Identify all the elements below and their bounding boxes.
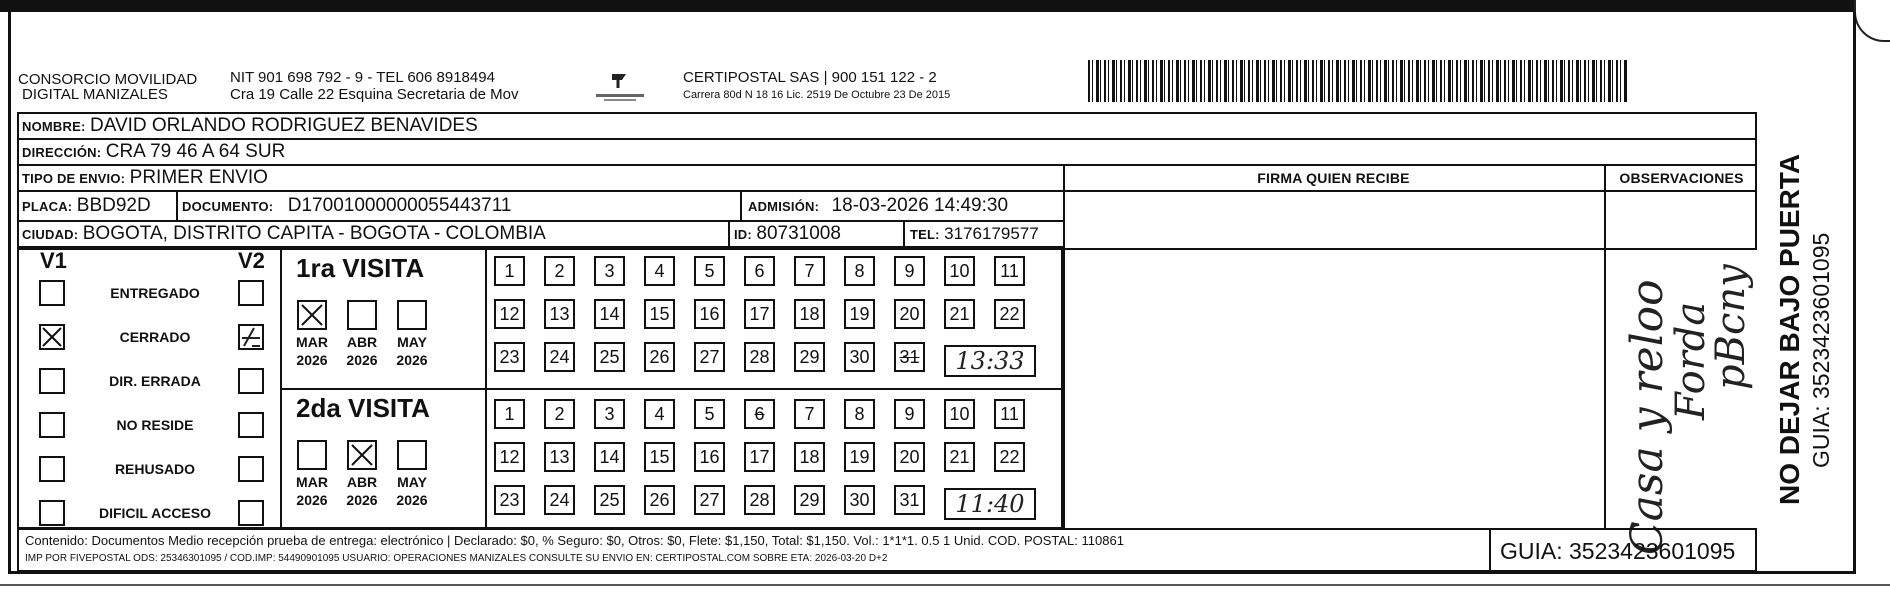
visit1-day-8[interactable]: 8	[844, 256, 875, 286]
visit2-day-8[interactable]: 8	[844, 399, 875, 429]
visit1-day-12[interactable]: 12	[494, 299, 525, 329]
visit1-day-16[interactable]: 16	[694, 299, 725, 329]
visit1-day-24[interactable]: 24	[544, 342, 575, 372]
visit1-day-23[interactable]: 23	[494, 342, 525, 372]
visit1-day-17[interactable]: 17	[744, 299, 775, 329]
visit2-day-22[interactable]: 22	[994, 442, 1025, 472]
visit1-month-box-2[interactable]	[397, 300, 427, 330]
visit2-day-1[interactable]: 1	[494, 399, 525, 429]
v2-checkbox-5[interactable]	[238, 500, 264, 526]
barcode	[1088, 60, 1628, 102]
visit2-month-label-2: MAY	[397, 474, 427, 490]
visit1-month-label-1: ABR	[346, 334, 378, 350]
v2-checkbox-4[interactable]	[238, 456, 264, 482]
visit1-day-5[interactable]: 5	[694, 256, 725, 286]
v2-checkbox-1[interactable]	[238, 324, 264, 350]
id-label: ID:	[734, 227, 752, 242]
v2-checkbox-2[interactable]	[238, 368, 264, 394]
company-nit: NIT 901 698 792 - 9 - TEL 606 8918494	[230, 69, 495, 86]
visit2-month-box-2[interactable]	[397, 440, 427, 470]
footer-guia: GUIA: 3523423601095	[1500, 538, 1736, 564]
visit1-day-19[interactable]: 19	[844, 299, 875, 329]
status-label-2: DIR. ERRADA	[109, 373, 201, 389]
placa-row	[22, 194, 151, 218]
visit1-day-1[interactable]: 1	[494, 256, 525, 286]
visit2-day-28[interactable]: 28	[744, 485, 775, 515]
placa-label: PLACA:	[22, 199, 73, 214]
nombre-value: DAVID ORLANDO RODRIGUEZ BENAVIDES	[89, 115, 478, 136]
visit2-day-25[interactable]: 25	[594, 485, 625, 515]
visit1-day-14[interactable]: 14	[594, 299, 625, 329]
handwritten-note-1: Casa y reloo	[1622, 279, 1673, 555]
visit1-year-label-1: 2026	[346, 352, 378, 368]
visit1-year-label-0: 2026	[296, 352, 328, 368]
visit1-day-2[interactable]: 2	[544, 256, 575, 286]
v1-checkbox-2[interactable]	[39, 368, 65, 394]
visit1-month-box-0[interactable]	[297, 300, 327, 330]
visit1-day-18[interactable]: 18	[794, 299, 825, 329]
visit2-month-label-0: MAR	[296, 474, 328, 490]
id-value: 80731008	[756, 223, 841, 244]
company-name-2: DIGITAL MANIZALES	[22, 86, 168, 103]
company-address: Cra 19 Calle 22 Esquina Secretaria de Mov	[230, 86, 519, 103]
visit2-year-label-2: 2026	[396, 492, 428, 508]
visit1-day-11[interactable]: 11	[994, 256, 1025, 286]
visit1-month-label-0: MAR	[296, 334, 328, 350]
visit1-day-30[interactable]: 30	[844, 342, 875, 372]
visit1-day-28[interactable]: 28	[744, 342, 775, 372]
visit1-day-10[interactable]: 10	[944, 256, 975, 286]
visit1-month-box-1[interactable]	[347, 300, 377, 330]
v1-label: V1	[40, 248, 67, 273]
ciudad-row	[22, 222, 546, 246]
status-label-4: REHUSADO	[114, 461, 196, 477]
admision-value: 18-03-2026 14:49:30	[831, 195, 1009, 216]
visit2-day-5[interactable]: 5	[694, 399, 725, 429]
v1-checkbox-4[interactable]	[39, 456, 65, 482]
documento-label: DOCUMENTO:	[182, 199, 274, 214]
visit2-day-14[interactable]: 14	[594, 442, 625, 472]
v1-checkbox-0[interactable]	[39, 280, 65, 306]
visit1-year-label-2: 2026	[396, 352, 428, 368]
status-label-5: DIFICIL ACCESO	[98, 505, 211, 521]
tel-value: 3176179577	[944, 224, 1039, 243]
visit2-day-21[interactable]: 21	[944, 442, 975, 472]
visit1-day-6[interactable]: 6	[744, 256, 775, 286]
v1-checkbox-3[interactable]	[39, 412, 65, 438]
visit2-day-18[interactable]: 18	[794, 442, 825, 472]
visit2-year-label-1: 2026	[346, 492, 378, 508]
visit2-day-26[interactable]: 26	[644, 485, 675, 515]
status-label-0: ENTREGADO	[110, 285, 200, 301]
visit1-day-7[interactable]: 7	[794, 256, 825, 286]
visit2-day-20[interactable]: 20	[894, 442, 925, 472]
visit2-day-17[interactable]: 17	[744, 442, 775, 472]
admision-label: ADMISIÓN:	[748, 199, 820, 214]
visit1-day-25[interactable]: 25	[594, 342, 625, 372]
visit2-day-29[interactable]: 29	[794, 485, 825, 515]
direccion-label: DIRECCIÓN:	[22, 145, 102, 160]
visit2-day-6[interactable]: 6	[744, 399, 775, 429]
ciudad-label: CIUDAD:	[22, 227, 79, 242]
page-corner	[1854, 0, 1890, 42]
placa-value: BBD92D	[76, 195, 151, 216]
visit1-day-29[interactable]: 29	[794, 342, 825, 372]
visit2-month-label-1: ABR	[346, 474, 378, 490]
visit2-day-10[interactable]: 10	[944, 399, 975, 429]
visit2-day-2[interactable]: 2	[544, 399, 575, 429]
courier-address: Carrera 80d N 18 16 Lic. 2519 De Octubre 23 De 2015	[683, 89, 951, 101]
id-row	[734, 222, 841, 246]
visit2-day-9[interactable]: 9	[894, 399, 925, 429]
visit1-day-9[interactable]: 9	[894, 256, 925, 286]
tipo-value: PRIMER ENVIO	[129, 167, 268, 188]
footer-imp: IMP POR FIVEPOSTAL ODS: 25346301095 / COD.IMP: 54490901095 USUARIO: OPERACIONES MANIZALES CONSULTE SU ENVIO EN: CERTIPOSTAL.COM SOBRE ETA: 2026-03-20 D+2	[25, 553, 888, 564]
courier-name: CERTIPOSTAL SAS | 900 151 122 - 2	[683, 69, 937, 86]
visit2-day-16[interactable]: 16	[694, 442, 725, 472]
visit2-day-13[interactable]: 13	[544, 442, 575, 472]
direccion-row	[22, 140, 285, 164]
visit2-day-15[interactable]: 15	[644, 442, 675, 472]
certipostal-logo-icon	[590, 70, 650, 104]
visit1-day-31[interactable]: 31	[894, 342, 925, 372]
visit1-day-26[interactable]: 26	[644, 342, 675, 372]
v2-checkbox-3[interactable]	[238, 412, 264, 438]
visit2-day-7[interactable]: 7	[794, 399, 825, 429]
bottom-edge	[0, 584, 1890, 586]
visit1-day-3[interactable]: 3	[594, 256, 625, 286]
visit1-day-21[interactable]: 21	[944, 299, 975, 329]
tel-label: TEL:	[910, 227, 940, 242]
nombre-label: NOMBRE:	[22, 119, 86, 134]
visit2-month-box-1[interactable]	[347, 440, 377, 470]
direccion-value: CRA 79 46 A 64 SUR	[105, 141, 286, 162]
tipo-row	[22, 166, 268, 190]
visit2-day-4[interactable]: 4	[644, 399, 675, 429]
status-label-3: NO RESIDE	[116, 417, 194, 433]
documento-row	[182, 194, 511, 218]
visit1-day-27[interactable]: 27	[694, 342, 725, 372]
visit2-day-31[interactable]: 31	[894, 485, 925, 515]
firma-header: FIRMA QUIEN RECIBE	[1257, 170, 1410, 186]
first-visit-title: 1ra VISITA	[296, 253, 425, 283]
v2-checkbox-0[interactable]	[238, 280, 264, 306]
footer-contents: Contenido: Documentos Medio recepción prueba de entrega: electrónico | Declarado: $0, % Seguro: $0, Otros: $0, Flete: $1,150, Total: $1,150. Vol.: 1*1*1. 0.5 1 Unid. COD. POSTAL: 110861	[25, 533, 1124, 548]
status-label-1: CERRADO	[119, 329, 191, 345]
second-visit-time: 11:40	[944, 488, 1036, 520]
side-guia: GUIA: 3523423601095	[1808, 232, 1834, 468]
visit2-day-23[interactable]: 23	[494, 485, 525, 515]
documento-value: D17001000000055443711	[287, 195, 512, 216]
tel-row	[910, 222, 1039, 246]
nombre-row	[22, 114, 478, 138]
visit2-day-11[interactable]: 11	[994, 399, 1025, 429]
visit1-day-13[interactable]: 13	[544, 299, 575, 329]
visit1-day-20[interactable]: 20	[894, 299, 925, 329]
tipo-label: TIPO DE ENVIO:	[22, 171, 126, 186]
visit2-day-3[interactable]: 3	[594, 399, 625, 429]
handwritten-note-3: pBcny	[1708, 264, 1754, 390]
visit1-day-15[interactable]: 15	[644, 299, 675, 329]
v1-checkbox-1[interactable]	[39, 324, 65, 350]
top-edge	[0, 0, 1890, 12]
visit2-day-24[interactable]: 24	[544, 485, 575, 515]
visit2-day-27[interactable]: 27	[694, 485, 725, 515]
first-visit-time: 13:33	[944, 345, 1036, 377]
observaciones-header: OBSERVACIONES	[1619, 170, 1744, 186]
v1-checkbox-5[interactable]	[39, 500, 65, 526]
visit1-day-4[interactable]: 4	[644, 256, 675, 286]
side-warning: NO DEJAR BAJO PUERTA	[1774, 153, 1805, 505]
visit2-month-box-0[interactable]	[297, 440, 327, 470]
visit2-year-label-0: 2026	[296, 492, 328, 508]
visit1-day-22[interactable]: 22	[994, 299, 1025, 329]
admision-row	[748, 194, 1008, 218]
visit2-day-30[interactable]: 30	[844, 485, 875, 515]
visit1-month-label-2: MAY	[397, 334, 427, 350]
second-visit-title: 2da VISITA	[296, 393, 430, 423]
visit2-day-19[interactable]: 19	[844, 442, 875, 472]
handwritten-note-2: Forda	[1668, 301, 1714, 420]
ciudad-value: BOGOTA, DISTRITO CAPITA - BOGOTA - COLOMBIA	[82, 223, 546, 244]
visit2-day-12[interactable]: 12	[494, 442, 525, 472]
v2-label: V2	[238, 248, 265, 273]
company-name-1: CONSORCIO MOVILIDAD	[18, 71, 198, 88]
